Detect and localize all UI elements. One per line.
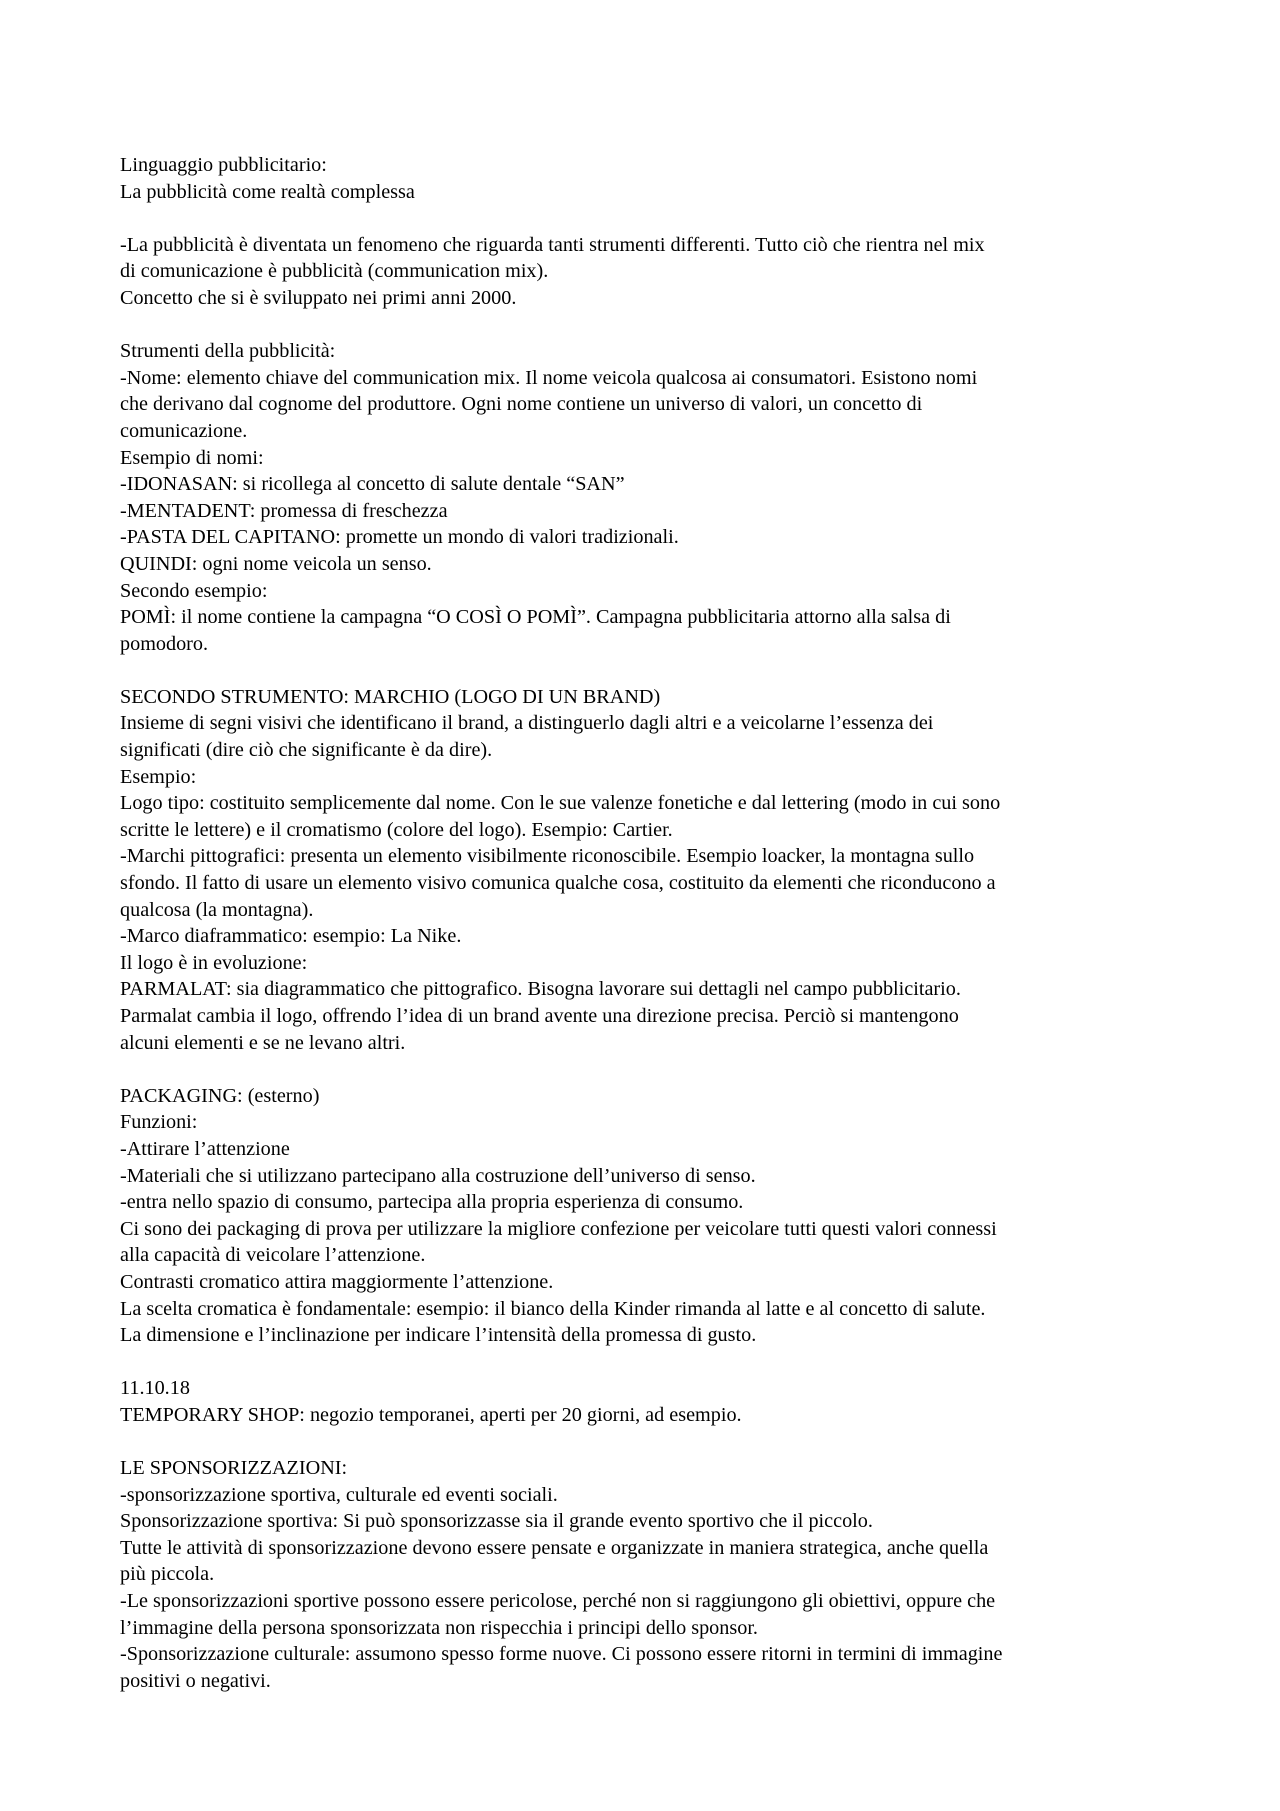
text-line: più piccola.: [120, 1563, 215, 1586]
paragraph-gap: [120, 1429, 1180, 1456]
text-line: Logo tipo: costituito semplicemente dal nome. Con le sue valenze fonetiche e dal lettering (modo in cui sono: [120, 792, 1001, 815]
section-heading: LE SPONSORIZZAZIONI:: [120, 1457, 348, 1480]
text-line: -entra nello spazio di consumo, partecipa alla propria esperienza di consumo.: [120, 1191, 744, 1214]
text-line: PARMALAT: sia diagrammatico che pittografico. Bisogna lavorare sui dettagli nel campo pubblicitario.: [120, 978, 961, 1001]
text-line: -Marco diaframmatico: esempio: La Nike.: [120, 925, 462, 948]
text-line: di comunicazione è pubblicità (communication mix).: [120, 260, 549, 283]
document-title: Linguaggio pubblicitario:: [120, 154, 327, 176]
text-line: Sponsorizzazione sportiva: Si può sponsorizzasse sia il grande evento sportivo che il piccolo.: [120, 1510, 873, 1533]
paragraph-gap: [120, 1056, 1180, 1083]
text-line: pomodoro.: [120, 632, 209, 655]
text-line: qualcosa (la montagna).: [120, 898, 314, 921]
text-line: QUINDI: ogni nome veicola un senso.: [120, 552, 432, 575]
text-line: Insieme di segni visivi che identificano il brand, a distinguerlo dagli altri e a veicolarne l’essenza dei: [120, 712, 934, 735]
section-strumenti: [120, 338, 1180, 657]
text-line: Secondo esempio:: [120, 579, 268, 602]
section-heading: SECONDO STRUMENTO: MARCHIO (LOGO DI UN BRAND): [120, 685, 661, 708]
text-line: -Attirare l’attenzione: [120, 1137, 290, 1160]
text-line: -Le sponsorizzazioni sportive possono essere pericolose, perché non si raggiungono gli obiettivi, oppure che: [120, 1590, 996, 1613]
text-line: che derivano dal cognome del produttore. Ogni nome contiene un universo di valori, un concetto di: [120, 393, 923, 416]
text-line: Tutte le attività di sponsorizzazione devono essere pensate e organizzate in maniera strategica, anche quella: [120, 1536, 989, 1559]
document-page: [120, 152, 1180, 1694]
section-sponsorizzazioni: [120, 1455, 1180, 1694]
text-line: positivi o negativi.: [120, 1669, 271, 1692]
section-heading: Strumenti della pubblicità:: [120, 340, 336, 363]
text-line: significati (dire ciò che significante è da dire).: [120, 739, 493, 762]
text-line: Funzioni:: [120, 1111, 198, 1134]
text-line: sfondo. Il fatto di usare un elemento visivo comunica qualche cosa, costituito da elementi che riconducono a: [120, 872, 996, 895]
text-line: Parmalat cambia il logo, offrendo l’idea di un brand avente una direzione precisa. Perciò si mantengono: [120, 1005, 959, 1027]
text-line: Contrasti cromatico attira maggiormente l’attenzione.: [120, 1270, 554, 1293]
text-line: TEMPORARY SHOP: negozio temporanei, aperti per 20 giorni, ad esempio.: [120, 1403, 742, 1426]
section-header: [120, 152, 1180, 205]
document-subtitle: La pubblicità come realtà complessa: [120, 180, 415, 203]
text-line: comunicazione.: [120, 419, 248, 442]
paragraph-gap: [120, 205, 1180, 232]
text-line: -IDONASAN: si ricollega al concetto di salute dentale “SAN”: [120, 473, 625, 496]
paragraph-gap: [120, 312, 1180, 339]
section-marchio: [120, 684, 1180, 1056]
paragraph-gap: [120, 1349, 1180, 1376]
paragraph-gap: [120, 657, 1180, 684]
section-intro: [120, 232, 1180, 312]
text-line: -sponsorizzazione sportiva, culturale ed eventi sociali.: [120, 1483, 558, 1506]
text-line: POMÌ: il nome contiene la campagna “O COSÌ O POMÌ”. Campagna pubblicitaria attorno alla salsa di: [120, 606, 951, 629]
text-line: Esempio:: [120, 765, 197, 788]
text-line: -PASTA DEL CAPITANO: promette un mondo di valori tradizionali.: [120, 526, 679, 549]
text-line: Ci sono dei packaging di prova per utilizzare la migliore confezione per veicolare tutti questi valori connessi: [120, 1217, 997, 1240]
section-temporary: [120, 1375, 1180, 1428]
text-line: -Nome: elemento chiave del communication mix. Il nome veicola qualcosa ai consumatori. Esistono nomi: [120, 366, 978, 389]
section-packaging: [120, 1083, 1180, 1349]
text-line: scritte le lettere) e il cromatismo (colore del logo). Esempio: Cartier.: [120, 818, 673, 841]
text-line: alcuni elementi e se ne levano altri.: [120, 1031, 406, 1054]
text-line: La scelta cromatica è fondamentale: esempio: il bianco della Kinder rimanda al latte e al concetto di salute.: [120, 1297, 986, 1320]
text-line: Esempio di nomi:: [120, 446, 264, 469]
text-line: -Sponsorizzazione culturale: assumono spesso forme nuove. Ci possono essere ritorni in termini di immagine: [120, 1643, 1003, 1666]
section-heading: PACKAGING: (esterno): [120, 1084, 320, 1107]
text-line: -MENTADENT: promessa di freschezza: [120, 499, 448, 522]
date-line: 11.10.18: [120, 1377, 190, 1400]
text-line: -La pubblicità è diventata un fenomeno che riguarda tanti strumenti differenti. Tutto ciò che rientra nel mix: [120, 233, 985, 256]
text-line: La dimensione e l’inclinazione per indicare l’intensità della promessa di gusto.: [120, 1324, 757, 1347]
text-line: -Materiali che si utilizzano partecipano alla costruzione dell’universo di senso.: [120, 1164, 756, 1187]
text-line: Il logo è in evoluzione:: [120, 951, 308, 974]
text-line: l’immagine della persona sponsorizzata non rispecchia i principi dello sponsor.: [120, 1616, 758, 1639]
text-line: -Marchi pittografici: presenta un elemento visibilmente riconoscibile. Esempio loacker, la montagna sullo: [120, 845, 975, 868]
text-line: alla capacità di veicolare l’attenzione.: [120, 1244, 426, 1267]
text-line: Concetto che si è sviluppato nei primi anni 2000.: [120, 286, 517, 309]
